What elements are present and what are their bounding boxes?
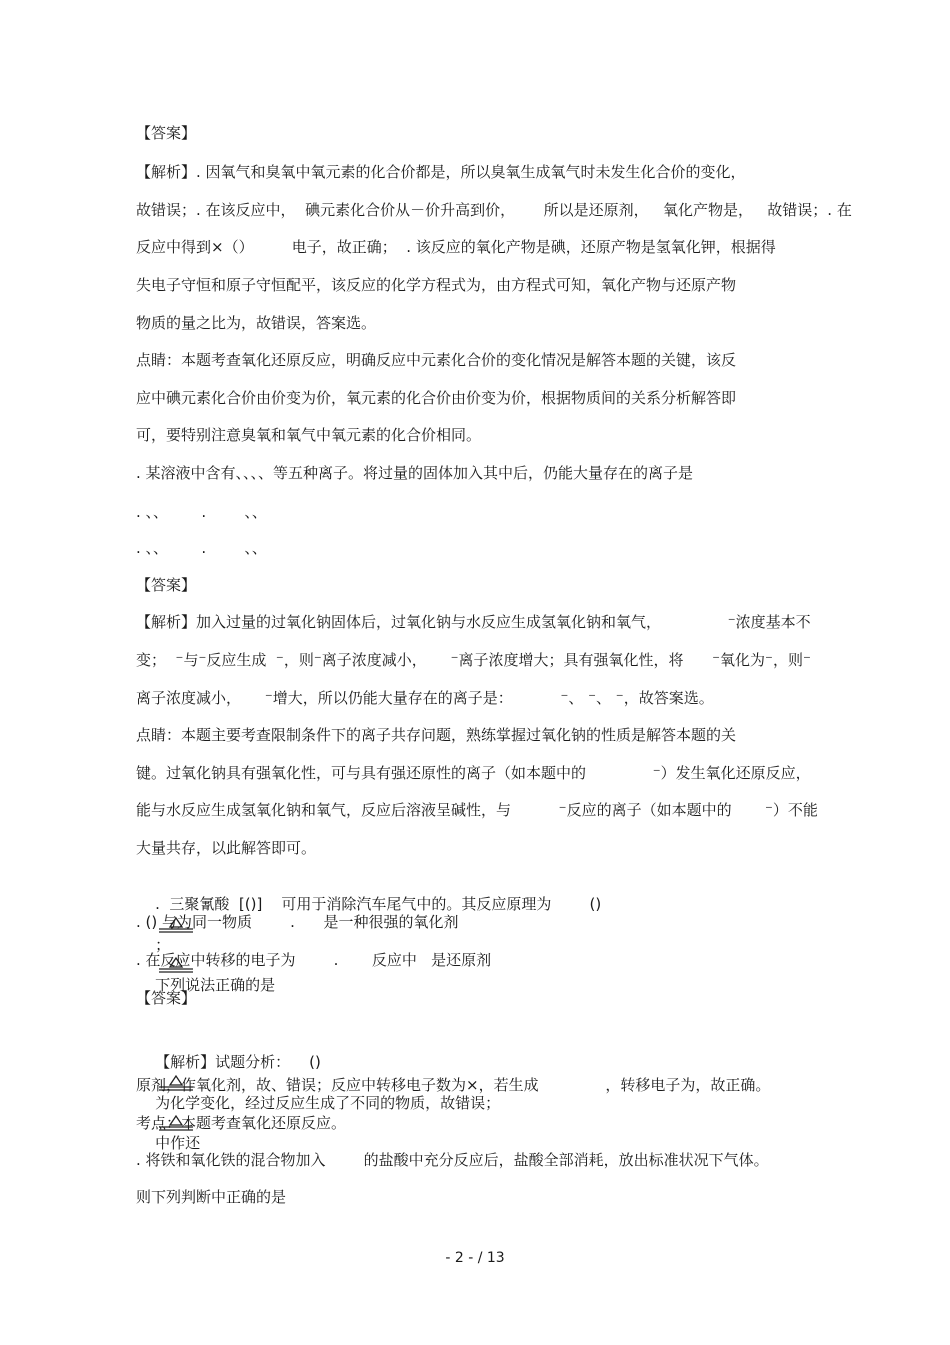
text-line: 键。过氧化钠具有强氧化性，可与具有强还原性的离子（如本题中的 ⁻）发生氧化还原反应， [136,764,811,782]
answer-heading: 【答案】 [136,124,197,142]
question-line: . 某溶液中含有、、、、等五种离子。将过量的固体加入其中后，仍能大量存在的离子是 [136,464,694,482]
question-line: 则下列判断中正确的是 [136,1188,287,1206]
question-text: 下列说法正确的是 [155,976,276,994]
text-line: 物质的量之比为，故错误，答案选。 [136,314,377,332]
analysis-text: 【解析】试题分析： () [155,1053,321,1071]
text-line: 故错误；. 在该反应中， 碘元素化合价从－价升高到价， 所以是还原剂， 氧化产物是， 故错误；. 在 [136,201,852,219]
option-line: . () 与为同一物质 . 是一种很强的氧化剂 [136,913,459,931]
text-line: 变； ⁻与⁻反应生成 ⁻，则⁻离子浓度减小， ⁻离子浓度增大；具有强氧化性，将 ⁻氧化为⁻，则⁻ [136,651,811,669]
text-line: 应中碘元素化合价由价变为价，氧元素的化合价由价变为价，根据物质间的关系分析解答即 [136,389,737,407]
question-text: ； [155,935,171,954]
text-line: 可，要特别注意臭氧和氧气中氧元素的化合价相同。 [136,426,482,444]
text-line: 反应中得到×（） 电子，故正确； . 该反应的氧化产物是碘，还原产物是氢氧化钾，根据得 [136,238,776,256]
text-line: 考点：本题考查氧化还原反应。 [136,1114,347,1132]
question-text: . 三聚氰酸 [()] 可用于消除汽车尾气中的。其反应原理为 () [155,895,602,913]
question-line [136,874,601,1015]
option-line: . 、、 . 、、 [136,503,267,521]
text-line: 能与水反应生成氢氧化钠和氧气，反应后溶液呈碱性，与 ⁻反应的离子（如本题中的 ⁻）不能 [136,801,818,819]
page-number: - 2 - / 13 [445,1250,505,1266]
option-line: . 、、 . 、、 [136,539,267,557]
text-line: 失电子守恒和原子守恒配平，该反应的化学方程式为，由方程式可知，氧化产物与还原产物 [136,276,737,294]
text-line: 原剂，作氧化剂，故、错误；反应中转移电子数为×，若生成 ，转移电子为，故正确。 [136,1076,771,1094]
analysis-text: 为化学变化，经过反应生成了不同的物质，故错误； [155,1093,582,1112]
analysis-text: 中作还 [155,1134,201,1152]
text-line: 点睛：本题主要考查限制条件下的离子共存问题，熟练掌握过氧化钠的性质是解答本题的关 [136,726,737,744]
answer-heading: 【答案】 [136,989,197,1007]
option-line: . 在反应中转移的电子为 . 反应中 是还原剂 [136,951,492,969]
text-line: 点睛：本题考查氧化还原反应，明确反应中元素化合价的变化情况是解答本题的关键，该反 [136,351,737,369]
text-line: 大量共存，以此解答即可。 [136,839,317,857]
text-line: 【解析】加入过量的过氧化钠固体后，过氧化钠与水反应生成氢氧化钠和氧气， ⁻浓度基本不 [136,613,811,631]
text-line: 离子浓度减小， ⁻增大，所以仍能大量存在的离子是： ⁻、 ⁻、 ⁻，故答案选。 [136,689,714,707]
question-line: . 将铁和氧化铁的混合物加入 的盐酸中充分反应后，盐酸全部消耗，放出标准状况下气体。 [136,1151,769,1169]
text-line: 【解析】. 因氧气和臭氧中氧元素的化合价都是，所以臭氧生成氧气时未发生化合价的变化， [136,163,746,181]
answer-heading: 【答案】 [136,576,197,594]
